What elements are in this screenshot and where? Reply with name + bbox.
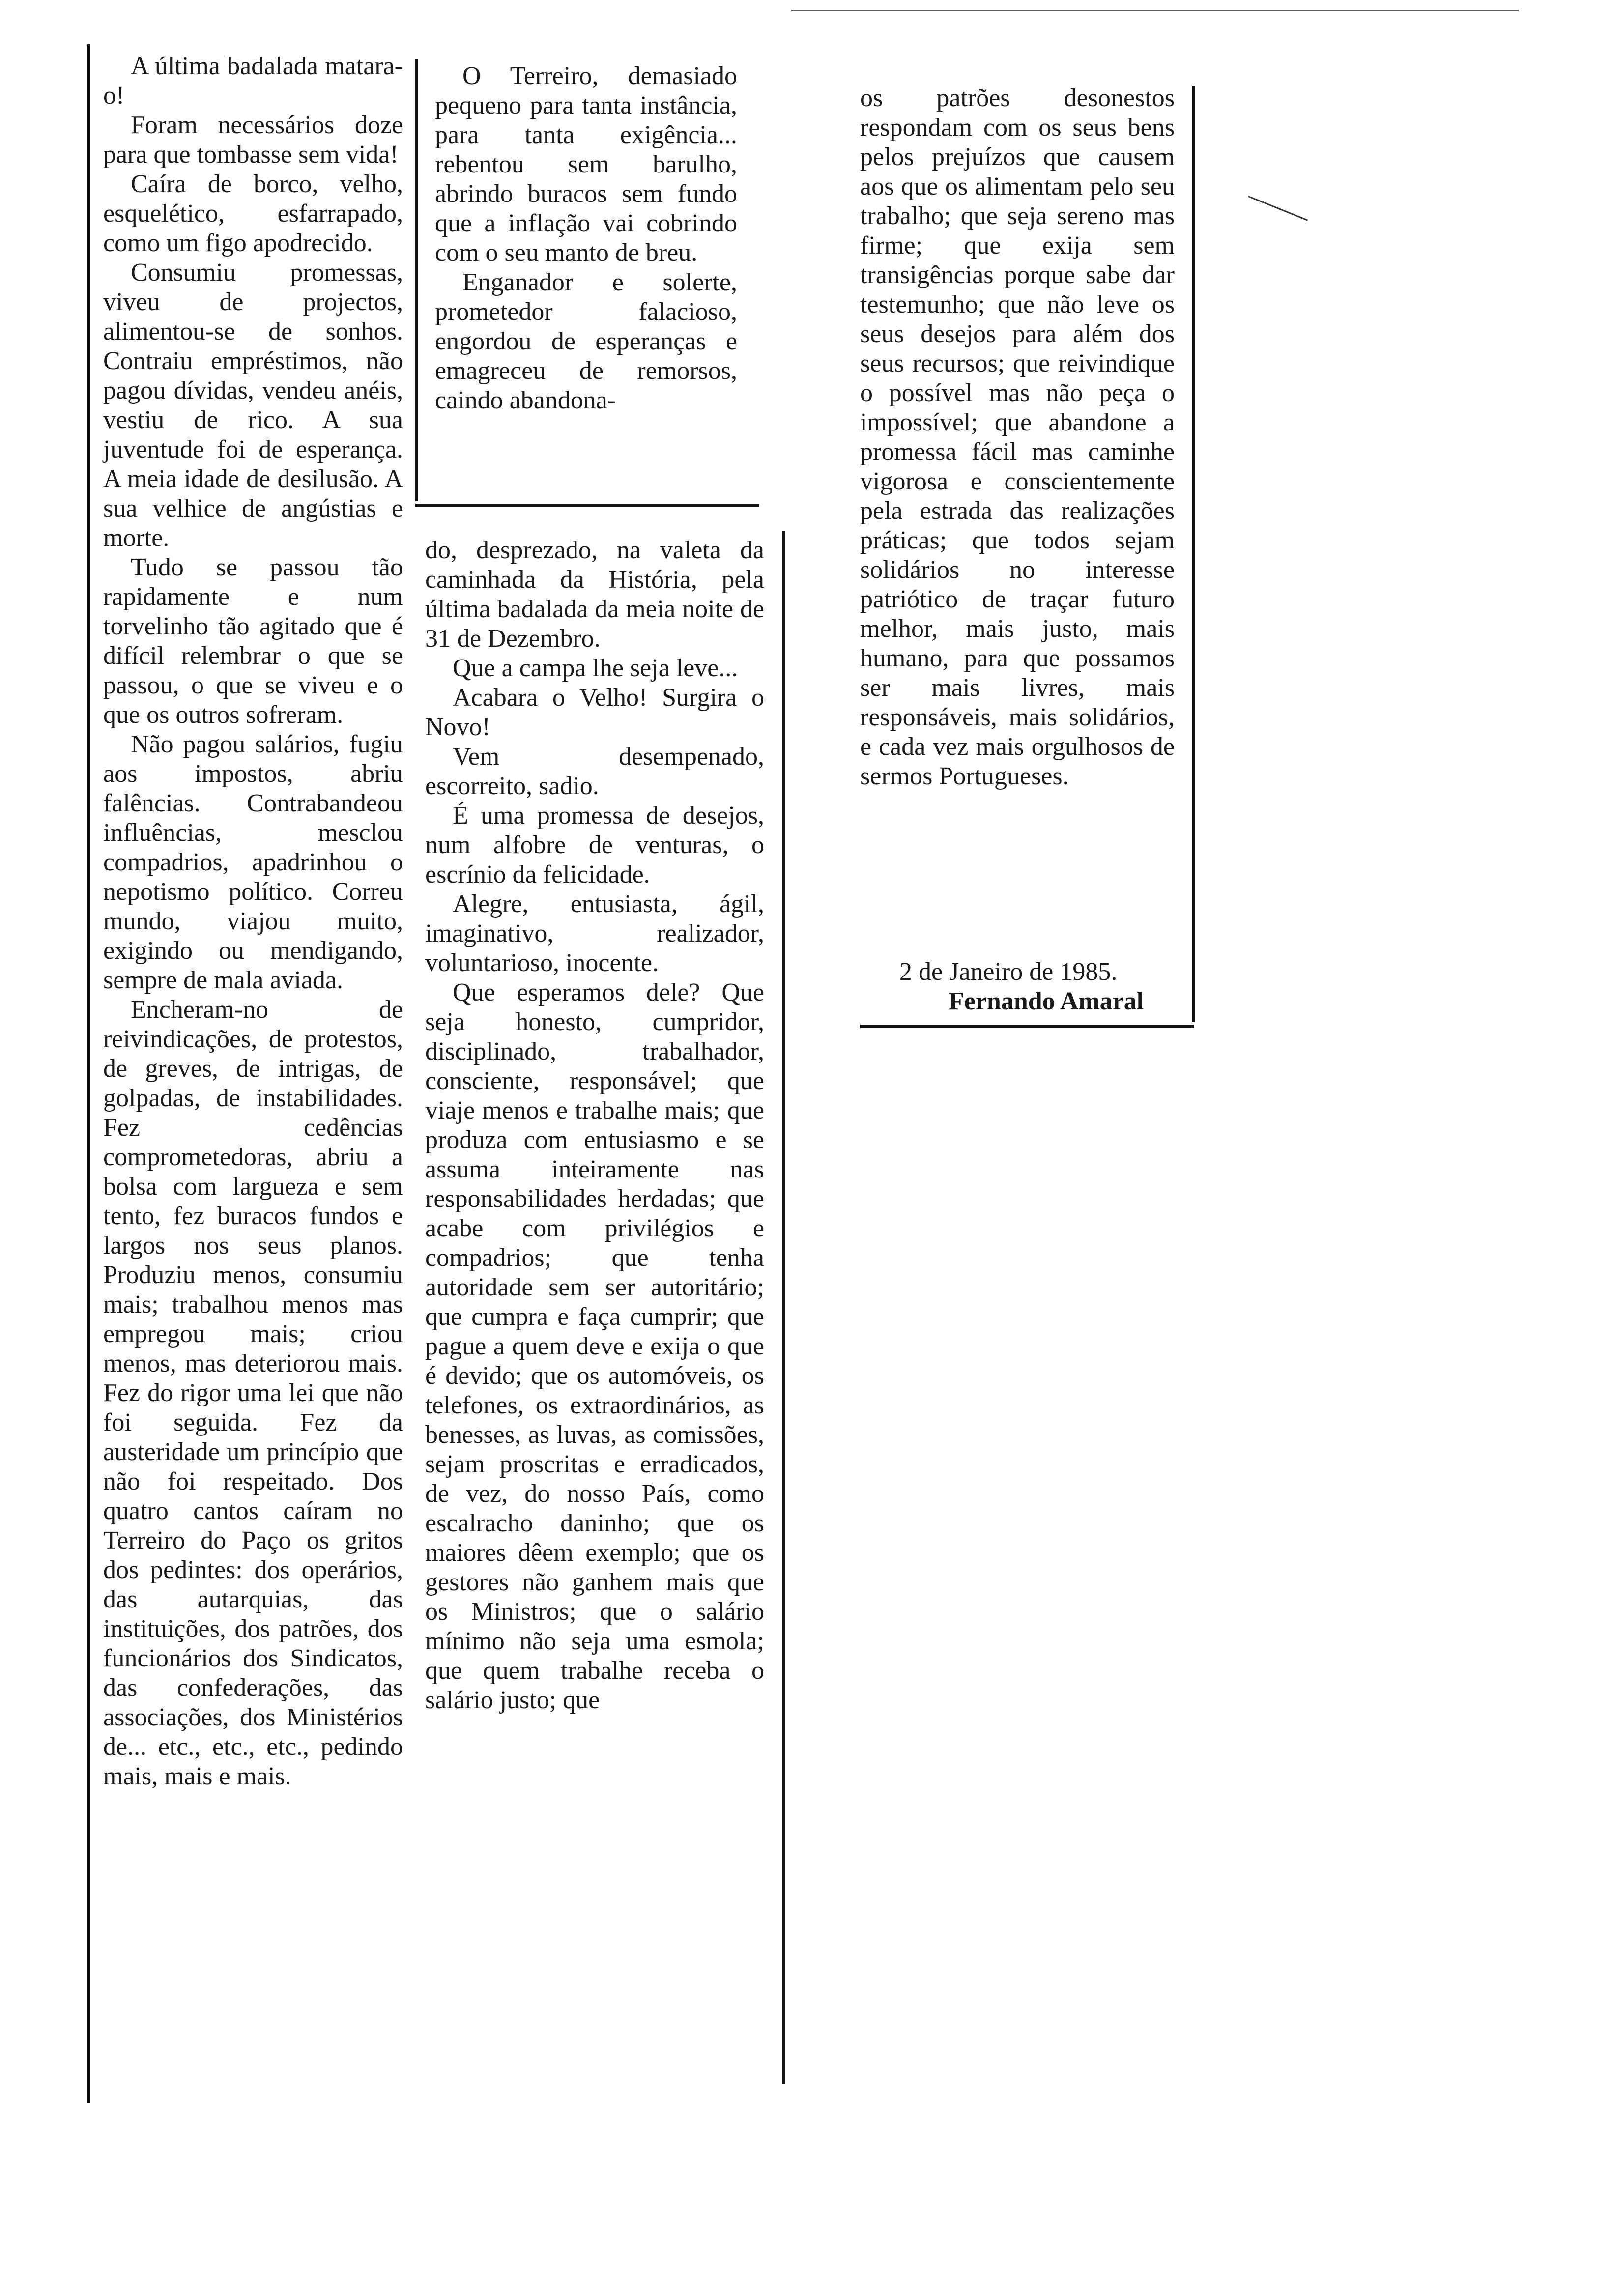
column-2-box-left-rule (415, 59, 418, 501)
paragraph: Acabara o Velho! Surgira o Novo! (425, 684, 764, 741)
column-2-top (435, 61, 737, 415)
paragraph: A última badalada matara-o! (103, 52, 403, 110)
paragraph: Caíra de borco, velho, esquelético, esfarrapado, como um figo apodrecido. (103, 170, 403, 257)
paragraph: Vem desempenado, escorreito, sadio. (425, 743, 764, 800)
column-2-right-rule (782, 531, 785, 2084)
top-scan-line (791, 10, 1519, 11)
paragraph: Encheram-no de reivindicações, de protestos, de greves, de intrigas, de golpadas, de instabilidades. Fez cedências comprometedoras, abriu a bolsa com largueza e sem tento, fez buracos fundos e largos nos seus planos. Produziu menos, consumiu mais; trabalhou menos mas empregou mais; criou menos, mas deteriorou mais. Fez do rigor uma lei que não foi seguida. Fez da austeridade um princípio que não foi respeitado. Dos quatro cantos caíram no Terreiro do Paço os gritos dos pedintes: dos operários, das autarquias, das instituições, dos patrões, dos funcionários dos Sindicatos, das confederações, das associações, dos Ministérios de... etc., etc., etc., pedindo mais, mais e mais. (103, 996, 403, 1790)
column-3-right-rule (1192, 86, 1195, 1022)
column-1 (103, 52, 403, 1791)
paragraph: Que a campa lhe seja leve... (453, 654, 738, 682)
paragraph: do, desprezado, na valeta da caminhada da História, pela última badalada da meia noite de 31 de Dezembro. (425, 536, 764, 653)
paragraph: Foram necessários doze para que tombasse sem vida! (103, 111, 403, 169)
paragraph: os patrões desonestos respondam com os seus bens pelos prejuízos que causem aos que os alimentam pelo seu trabalho; que seja sereno mas firme; que exija sem transigências porque sabe dar testemunho; que não leve os seus desejos para além dos seus recursos; que reivindique o possível mas não peça o impossível; que abandone a promessa fácil mas caminhe vigorosa e conscientemente pela estrada das realizações práticas; que todos sejam solidários no interesse patriótico de traçar futuro melhor, mais justo, mais humano, para que possamos ser mais livres, mais responsáveis, mais solidários, e cada vez mais orgulhosos de sermos Portugueses. (860, 84, 1175, 790)
paragraph: Enganador e solerte, prometedor falacioso, engordou de esperanças e emagreceu de remorsos, caindo abandona- (435, 268, 737, 414)
column-3-bottom-rule (860, 1025, 1194, 1028)
author-signature: Fernando Amaral (949, 987, 1144, 1015)
column-2-bottom (425, 536, 764, 1715)
paragraph: É uma promessa de desejos, num alfobre de venturas, o escrínio da felicidade. (425, 802, 764, 889)
paragraph: Que esperamos dele? Que seja honesto, cumpridor, disciplinado, trabalhador, consciente, responsável; que viaje menos e trabalhe mais; que produza com entusiasmo e se assuma inteiramente nas responsabilidades herdadas; que acabe com privilégios e compadrios; que tenha autoridade sem ser autoritário; que cumpra e faça cumprir; que pague a quem deve e exija o que é devido; que os automóveis, os telefones, os extraordinários, as benesses, as luvas, as comissões, sejam proscritas e erradicados, de vez, do nosso País, como escalracho daninho; que os maiores dêem exemplo; que os gestores não ganhem mais que os Ministros; que o salário mínimo não seja uma esmola; que quem trabalhe receba o salário justo; que (425, 978, 764, 1714)
column-2-box-bottom-rule (415, 504, 759, 507)
paragraph: Alegre, entusiasta, ágil, imaginativo, realizador, voluntarioso, inocente. (425, 890, 764, 977)
paragraph: Não pagou salários, fugiu aos impostos, abriu falências. Contrabandeou influências, mesclou compadrios, apadrinhou o nepotismo político. Correu mundo, viajou muito, exigindo ou mendigando, sempre de mala aviada. (103, 730, 403, 994)
column-3 (860, 84, 1175, 791)
paragraph: Tudo se passou tão rapidamente e num torvelinho tão agitado que é difícil relembrar o que se passou, o que se viveu e o que os outros sofreram. (103, 553, 403, 729)
scan-mark (1248, 196, 1308, 221)
article-date: 2 de Janeiro de 1985. (899, 958, 1118, 986)
column-1-left-rule (87, 44, 90, 2103)
paragraph: Consumiu promessas, viveu de projectos, alimentou-se de sonhos. Contraiu empréstimos, não pagou dívidas, vendeu anéis, vestiu de rico. A sua juventude foi de esperança. A meia idade de desilusão. A sua velhice de angústias e morte. (103, 258, 403, 552)
paragraph: O Terreiro, demasiado pequeno para tanta instância, para tanta exigência... rebentou sem barulho, abrindo buracos sem fundo que a inflação vai cobrindo com o seu manto de breu. (435, 62, 737, 267)
